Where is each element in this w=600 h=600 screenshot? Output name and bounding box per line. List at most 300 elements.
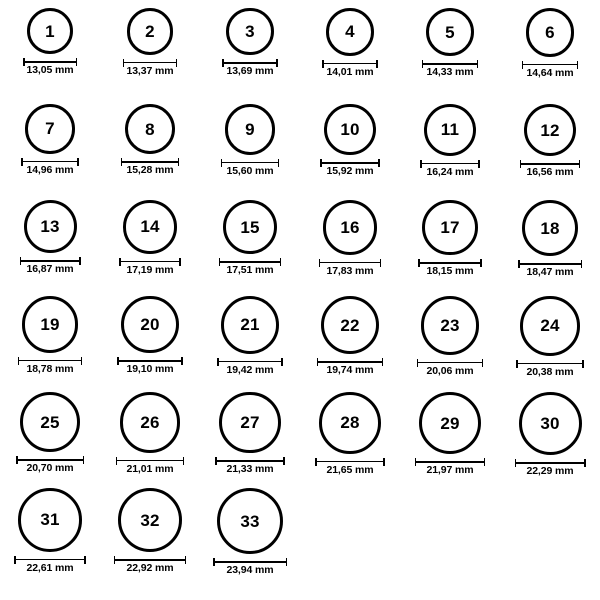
ring-size-label: 2 — [145, 21, 155, 41]
diameter-dimension — [116, 457, 185, 475]
diameter-value: 20,70 mm — [26, 462, 74, 474]
dimension-line — [21, 161, 79, 163]
dimension-line — [16, 459, 84, 461]
dimension-line — [516, 363, 584, 365]
ring-size-label: 28 — [340, 413, 360, 433]
ring-size-label: 24 — [540, 316, 560, 336]
dimension-bar — [117, 357, 182, 362]
diameter-value: 15,92 mm — [326, 165, 374, 178]
ring-size-label: 18 — [540, 218, 560, 238]
diameter-value: 15,60 mm — [226, 164, 274, 177]
ring-circle — [18, 488, 82, 552]
ring-size-cell — [0, 488, 100, 584]
dimension-bar — [213, 558, 287, 563]
ring-circle — [27, 8, 73, 54]
diameter-value: 17,83 mm — [326, 264, 374, 277]
ring-circle — [424, 104, 476, 156]
diameter-value: 21,33 mm — [226, 463, 274, 476]
dimension-line — [317, 361, 383, 363]
diameter-dimension — [415, 458, 485, 476]
ring-size-cell — [200, 296, 300, 392]
dimension-tick-left — [518, 260, 520, 268]
dimension-tick-right — [480, 259, 482, 267]
dimension-tick-right — [482, 359, 484, 367]
dimension-tick-left — [21, 158, 23, 166]
dimension-tick-left — [117, 357, 119, 365]
dimension-line — [322, 63, 378, 65]
ring-circle — [321, 296, 379, 354]
diameter-value: 19,10 mm — [126, 363, 174, 376]
diameter-dimension — [317, 358, 383, 376]
diameter-dimension — [20, 257, 81, 275]
dimension-line — [417, 362, 484, 364]
diameter-value: 19,74 mm — [326, 364, 374, 377]
ring-size-label: 29 — [440, 413, 460, 433]
dimension-line — [213, 561, 287, 563]
dimension-line — [515, 462, 586, 464]
dimension-tick-right — [380, 259, 382, 267]
diameter-dimension — [420, 160, 480, 178]
ring-circle — [22, 296, 79, 353]
diameter-value: 16,87 mm — [26, 263, 74, 275]
dimension-tick-right — [278, 159, 280, 167]
diameter-value: 20,06 mm — [426, 364, 474, 377]
dimension-bar — [123, 59, 178, 64]
ring-size-label: 9 — [245, 119, 255, 139]
diameter-dimension — [219, 258, 281, 276]
dimension-tick-left — [522, 61, 524, 69]
ring-size-cell — [0, 296, 100, 392]
diameter-value: 14,64 mm — [526, 66, 574, 79]
dimension-bar — [418, 259, 481, 264]
empty-cell — [400, 488, 500, 584]
ring-circle — [221, 296, 279, 354]
dimension-tick-left — [222, 59, 224, 67]
dimension-tick-right — [579, 160, 581, 168]
dimension-tick-right — [582, 360, 584, 368]
diameter-value: 14,96 mm — [26, 163, 74, 176]
ring-circle — [226, 8, 273, 55]
diameter-dimension — [520, 160, 580, 178]
dimension-line — [121, 161, 179, 163]
diameter-value: 22,29 mm — [526, 465, 574, 477]
diameter-dimension — [123, 59, 178, 77]
dimension-bar — [320, 159, 379, 164]
ring-circle — [121, 296, 178, 353]
ring-circle — [123, 200, 177, 254]
ring-size-label: 7 — [45, 119, 55, 139]
ring-circle — [120, 392, 181, 453]
dimension-line — [23, 61, 77, 63]
ring-circle — [421, 296, 480, 355]
dimension-tick-left — [515, 459, 517, 467]
dimension-bar — [116, 457, 185, 462]
dimension-line — [20, 260, 81, 262]
ring-size-cell — [500, 104, 600, 200]
ring-size-label: 10 — [340, 120, 360, 140]
ring-circle — [127, 8, 174, 55]
diameter-dimension — [121, 158, 179, 176]
ring-size-cell — [0, 200, 100, 296]
diameter-value: 13,37 mm — [126, 64, 174, 77]
dimension-tick-right — [376, 60, 378, 68]
dimension-bar — [21, 158, 79, 163]
dimension-bar — [16, 456, 84, 461]
dimension-bar — [415, 458, 485, 463]
diameter-value: 22,61 mm — [26, 561, 74, 574]
dimension-bar — [121, 158, 179, 163]
dimension-tick-left — [420, 160, 422, 168]
ring-size-label: 14 — [140, 217, 160, 237]
dimension-tick-right — [584, 459, 586, 467]
dimension-tick-left — [121, 158, 123, 166]
dimension-tick-right — [286, 558, 288, 566]
dimension-tick-left — [217, 358, 219, 366]
ring-size-cell — [400, 104, 500, 200]
ring-circle — [24, 200, 77, 253]
dimension-line — [422, 63, 478, 65]
diameter-dimension — [222, 59, 277, 77]
dimension-tick-left — [123, 59, 125, 67]
dimension-tick-left — [20, 257, 22, 265]
dimension-line — [117, 360, 182, 362]
dimension-tick-right — [76, 58, 78, 66]
dimension-tick-right — [378, 159, 380, 167]
diameter-dimension — [114, 556, 186, 574]
diameter-value: 18,15 mm — [426, 265, 474, 278]
dimension-bar — [219, 258, 281, 263]
ring-circle — [426, 8, 474, 56]
dimension-tick-left — [219, 258, 221, 266]
dimension-tick-left — [516, 360, 518, 368]
diameter-dimension — [516, 360, 584, 378]
ring-size-label: 16 — [340, 217, 360, 237]
dimension-tick-right — [183, 457, 185, 465]
ring-size-cell — [0, 104, 100, 200]
diameter-dimension — [522, 61, 579, 79]
diameter-value: 21,01 mm — [126, 462, 174, 475]
dimension-line — [320, 162, 379, 164]
diameter-value: 13,05 mm — [26, 64, 74, 76]
diameter-dimension — [221, 159, 280, 177]
ring-circle — [519, 392, 582, 455]
ring-circle — [219, 392, 280, 453]
dimension-tick-right — [577, 61, 579, 69]
ring-size-cell — [300, 104, 400, 200]
ring-circle — [319, 392, 381, 454]
ring-size-label: 13 — [40, 217, 60, 236]
ring-circle — [223, 200, 277, 254]
diameter-value: 18,47 mm — [526, 266, 574, 278]
ring-size-label: 17 — [440, 218, 460, 238]
ring-size-label: 4 — [345, 22, 355, 42]
dimension-tick-right — [83, 456, 85, 464]
diameter-value: 21,97 mm — [426, 464, 474, 477]
ring-size-label: 26 — [140, 412, 160, 432]
diameter-value: 15,28 mm — [126, 164, 174, 177]
ring-size-cell — [200, 104, 300, 200]
dimension-tick-right — [276, 59, 278, 67]
ring-circle — [217, 488, 283, 554]
ring-size-cell — [200, 8, 300, 104]
dimension-tick-right — [77, 158, 79, 166]
ring-size-cell — [300, 392, 400, 488]
ring-size-label: 12 — [540, 120, 560, 140]
dimension-line — [415, 461, 485, 463]
dimension-tick-right — [81, 357, 83, 365]
dimension-tick-right — [478, 160, 480, 168]
dimension-bar — [217, 358, 283, 363]
ring-size-cell — [500, 392, 600, 488]
diameter-dimension — [319, 259, 382, 277]
dimension-line — [18, 360, 83, 362]
diameter-dimension — [515, 459, 586, 477]
ring-size-label: 32 — [140, 510, 160, 530]
ring-size-cell — [100, 488, 200, 584]
dimension-bar — [422, 60, 478, 65]
ring-size-cell — [500, 8, 600, 104]
ring-circle — [125, 104, 175, 154]
dimension-tick-right — [179, 258, 181, 266]
diameter-value: 17,19 mm — [126, 263, 174, 276]
dimension-tick-right — [484, 458, 486, 466]
dimension-tick-right — [477, 60, 479, 68]
ring-size-label: 1 — [45, 21, 55, 41]
dimension-tick-right — [283, 457, 285, 465]
ring-size-cell — [300, 296, 400, 392]
dimension-tick-right — [382, 358, 384, 366]
diameter-value: 18,78 mm — [26, 362, 74, 375]
ring-size-label: 25 — [40, 412, 60, 432]
dimension-tick-left — [319, 259, 321, 267]
dimension-tick-left — [415, 458, 417, 466]
dimension-line — [319, 262, 382, 264]
dimension-line — [123, 62, 178, 64]
dimension-tick-left — [320, 159, 322, 167]
diameter-value: 17,51 mm — [226, 264, 274, 277]
diameter-dimension — [215, 457, 284, 475]
ring-size-cell — [200, 200, 300, 296]
dimension-tick-right — [383, 458, 385, 466]
ring-circle — [524, 104, 576, 156]
dimension-line — [14, 559, 86, 561]
dimension-line — [518, 263, 582, 265]
ring-circle — [419, 392, 481, 454]
dimension-tick-right — [181, 357, 183, 365]
diameter-value: 22,92 mm — [126, 562, 174, 575]
dimension-line — [520, 163, 580, 165]
dimension-bar — [14, 556, 86, 561]
ring-size-label: 6 — [545, 22, 555, 42]
diameter-dimension — [23, 58, 77, 76]
dimension-line — [315, 461, 385, 463]
dimension-line — [219, 261, 281, 263]
empty-cell — [500, 488, 600, 584]
diameter-dimension — [418, 259, 481, 277]
dimension-tick-left — [213, 558, 215, 566]
dimension-bar — [420, 160, 480, 165]
ring-circle — [323, 200, 378, 255]
ring-circle — [225, 104, 276, 155]
diameter-dimension — [213, 558, 287, 576]
dimension-tick-left — [215, 457, 217, 465]
ring-size-label: 27 — [240, 413, 260, 433]
dimension-tick-left — [315, 458, 317, 466]
dimension-tick-left — [23, 58, 25, 66]
dimension-tick-right — [185, 556, 187, 564]
dimension-line — [420, 163, 480, 165]
ring-circle — [324, 104, 375, 155]
diameter-value: 23,94 mm — [226, 564, 274, 576]
dimension-line — [114, 559, 186, 561]
ring-size-cell — [400, 200, 500, 296]
dimension-tick-right — [79, 257, 81, 265]
diameter-value: 19,42 mm — [226, 363, 274, 376]
dimension-line — [522, 64, 579, 66]
ring-size-cell — [300, 8, 400, 104]
ring-size-label: 33 — [240, 511, 260, 531]
ring-circle — [520, 296, 580, 356]
ring-circle — [118, 488, 182, 552]
dimension-tick-left — [417, 359, 419, 367]
ring-circle — [522, 200, 578, 256]
dimension-line — [217, 361, 283, 363]
diameter-value: 13,69 mm — [226, 65, 274, 78]
diameter-dimension — [119, 258, 181, 276]
dimension-bar — [215, 457, 284, 462]
ring-size-label: 21 — [240, 315, 260, 335]
dimension-tick-left — [18, 357, 20, 365]
ring-size-label: 30 — [540, 414, 560, 433]
diameter-value: 20,38 mm — [526, 365, 574, 378]
dimension-tick-right — [178, 158, 180, 166]
dimension-line — [215, 460, 284, 462]
dimension-tick-right — [176, 59, 178, 67]
dimension-tick-left — [16, 456, 18, 464]
ring-size-label: 19 — [40, 314, 60, 334]
dimension-tick-left — [119, 258, 121, 266]
dimension-bar — [119, 258, 181, 263]
dimension-tick-right — [581, 260, 583, 268]
diameter-dimension — [14, 556, 86, 574]
dimension-bar — [319, 259, 382, 264]
ring-circle — [20, 392, 80, 452]
ring-size-label: 11 — [440, 120, 460, 140]
diameter-value: 16,24 mm — [426, 165, 474, 178]
diameter-dimension — [117, 357, 182, 375]
ring-size-label: 20 — [140, 315, 160, 335]
dimension-bar — [417, 359, 484, 364]
ring-size-label: 31 — [40, 510, 60, 530]
diameter-value: 16,56 mm — [526, 166, 574, 179]
dimension-bar — [221, 159, 280, 164]
ring-size-cell — [0, 392, 100, 488]
ring-size-label: 3 — [245, 22, 255, 42]
dimension-tick-left — [322, 60, 324, 68]
ring-size-cell — [0, 8, 100, 104]
diameter-dimension — [518, 260, 582, 278]
diameter-dimension — [422, 60, 478, 78]
dimension-bar — [317, 358, 383, 363]
ring-circle — [25, 104, 75, 154]
dimension-tick-left — [520, 160, 522, 168]
dimension-tick-left — [317, 358, 319, 366]
dimension-tick-right — [84, 556, 86, 564]
diameter-dimension — [21, 158, 79, 176]
ring-size-cell — [100, 104, 200, 200]
dimension-line — [418, 262, 481, 264]
dimension-tick-left — [14, 556, 16, 564]
ring-size-cell — [100, 8, 200, 104]
ring-size-label: 22 — [340, 315, 360, 335]
ring-size-cell — [500, 296, 600, 392]
dimension-bar — [20, 257, 81, 262]
ring-size-label: 23 — [440, 315, 460, 335]
diameter-dimension — [417, 359, 484, 377]
dimension-tick-left — [114, 556, 116, 564]
dimension-tick-left — [422, 60, 424, 68]
ring-size-cell — [400, 8, 500, 104]
diameter-dimension — [322, 60, 378, 78]
diameter-dimension — [16, 456, 84, 474]
ring-circle — [422, 200, 477, 255]
dimension-line — [116, 460, 185, 462]
dimension-line — [119, 261, 181, 263]
dimension-tick-left — [116, 457, 118, 465]
dimension-tick-right — [281, 358, 283, 366]
dimension-bar — [23, 58, 77, 63]
ring-size-label: 5 — [445, 22, 455, 42]
dimension-line — [221, 162, 280, 164]
ring-size-label: 15 — [240, 217, 260, 237]
ring-size-cell — [300, 200, 400, 296]
dimension-bar — [516, 360, 584, 365]
diameter-dimension — [217, 358, 283, 376]
diameter-dimension — [315, 458, 385, 476]
diameter-dimension — [320, 159, 379, 177]
dimension-bar — [522, 61, 579, 66]
ring-size-cell — [200, 392, 300, 488]
dimension-tick-right — [280, 258, 282, 266]
ring-size-label: 8 — [145, 119, 155, 139]
diameter-value: 21,65 mm — [326, 463, 374, 476]
dimension-bar — [315, 458, 385, 463]
dimension-bar — [322, 60, 378, 65]
ring-size-cell — [200, 488, 300, 584]
ring-size-cell — [100, 392, 200, 488]
ring-circle — [526, 8, 575, 57]
ring-size-cell — [500, 200, 600, 296]
diameter-dimension — [18, 357, 83, 375]
dimension-tick-left — [418, 259, 420, 267]
dimension-bar — [520, 160, 580, 165]
dimension-bar — [114, 556, 186, 561]
dimension-bar — [518, 260, 582, 265]
ring-size-cell — [100, 200, 200, 296]
dimension-bar — [515, 459, 586, 464]
ring-size-cell — [100, 296, 200, 392]
dimension-line — [222, 62, 277, 64]
ring-circle — [326, 8, 374, 56]
diameter-value: 14,01 mm — [326, 65, 374, 78]
diameter-value: 14,33 mm — [426, 66, 474, 79]
empty-cell — [300, 488, 400, 584]
dimension-tick-left — [221, 159, 223, 167]
dimension-bar — [18, 357, 83, 362]
ring-size-cell — [400, 392, 500, 488]
ring-size-cell — [400, 296, 500, 392]
dimension-bar — [222, 59, 277, 64]
